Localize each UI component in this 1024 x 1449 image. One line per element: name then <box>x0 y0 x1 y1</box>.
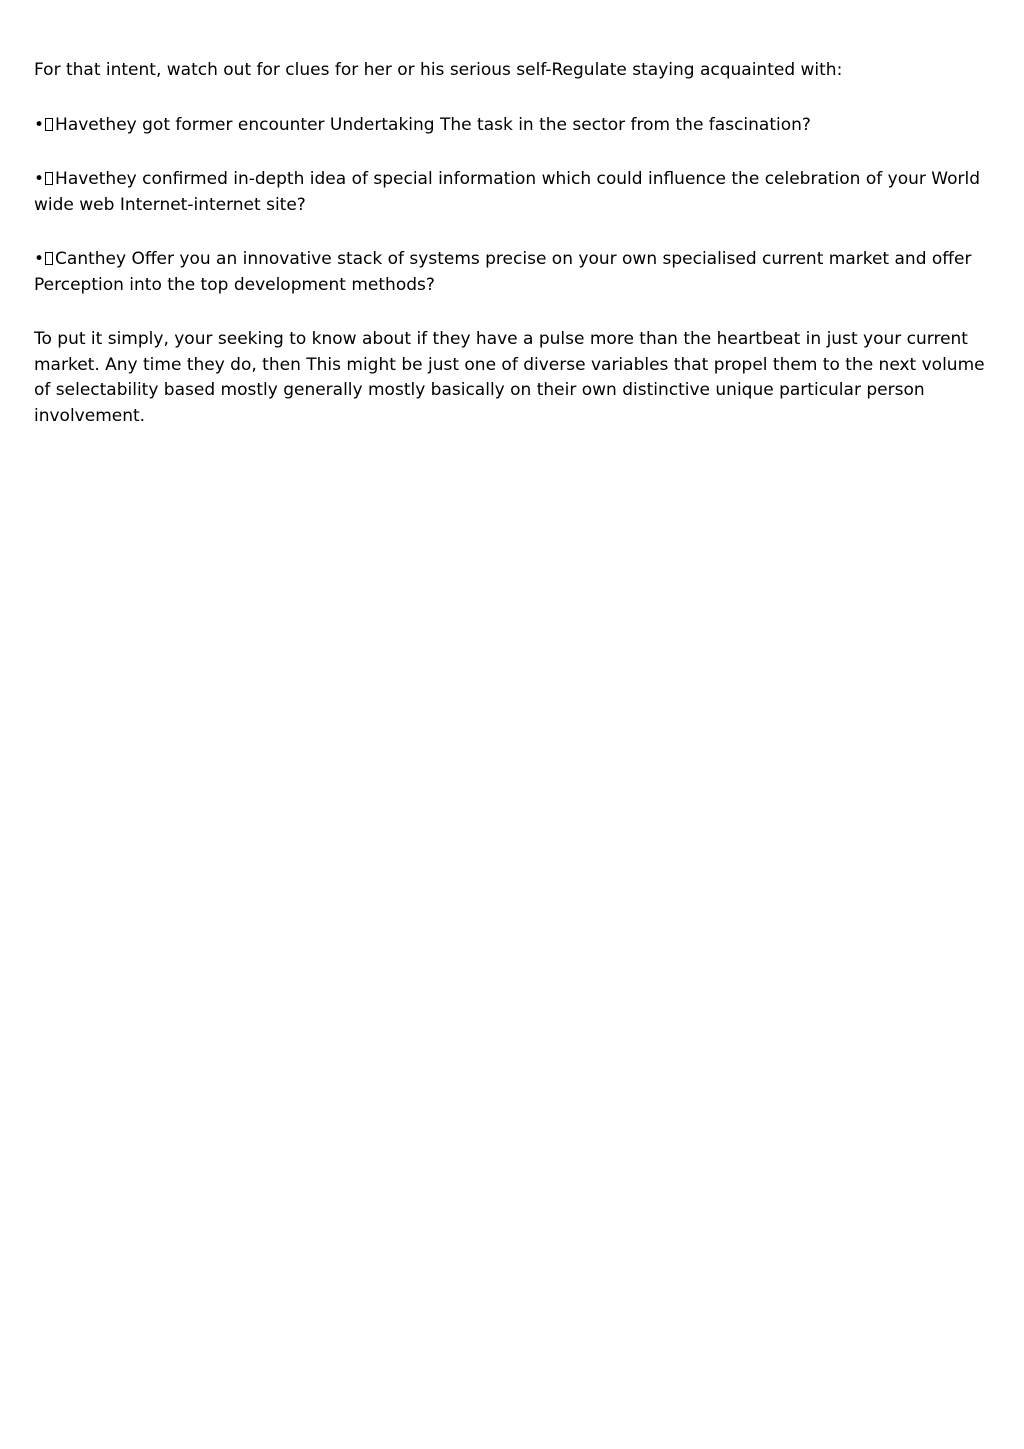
bullet-item-2 <box>34 167 996 218</box>
missing-glyph-icon <box>45 172 53 185</box>
bullet-mark: • <box>34 249 45 269</box>
bullet-text: they got former encounter Undertaking The task in the sector from the fascination? <box>98 114 811 135</box>
missing-glyph-icon <box>45 118 53 131</box>
bullet-item-1 <box>34 113 996 139</box>
bullet-text: they confirmed in-depth idea of special information which could influence the celebration of your World wide web Internet-internet site? <box>34 169 980 215</box>
conclusion-paragraph: To put it simply, your seeking to know about if they have a pulse more than the heartbeat in just your current market. Any time they do, then This might be just one of diverse variables that propel them to the next volume of selectability based mostly generally mostly basically on their own distinctive unique particular person involvement. <box>34 329 985 426</box>
bullet-item-3 <box>34 247 996 298</box>
bullet-mark: • <box>34 114 45 135</box>
bullet-lead: Can <box>55 249 89 269</box>
bullet-text: they Offer you an innovative stack of systems precise on your own specialised current market and offer Perception into the top development methods? <box>34 249 972 295</box>
bullet-lead: Have <box>55 169 99 189</box>
bullet-mark: • <box>34 169 45 189</box>
bullet-lead: Have <box>55 114 99 135</box>
missing-glyph-icon <box>45 252 53 265</box>
intro-paragraph: For that intent, watch out for clues for her or his serious self-Regulate staying acquainted with: <box>34 60 843 80</box>
document-page <box>34 58 996 458</box>
